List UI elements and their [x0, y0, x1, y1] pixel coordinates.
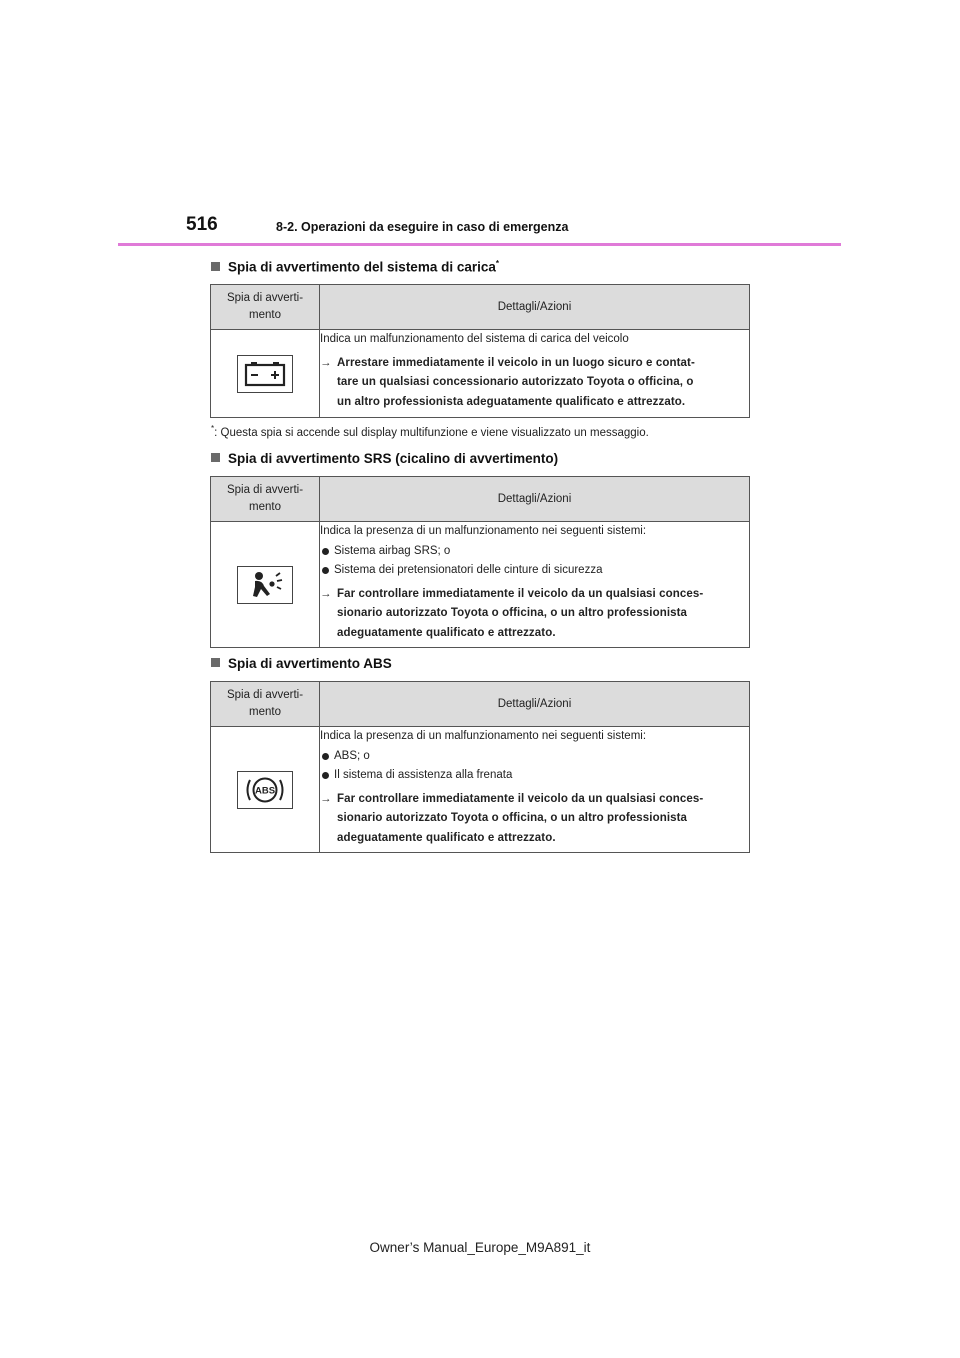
- header-details: Dettagli/Azioni: [320, 682, 750, 727]
- arrow-icon: →: [320, 792, 332, 805]
- battery-icon: [237, 355, 293, 393]
- table-row: [211, 727, 750, 853]
- arrow-icon: →: [320, 587, 332, 600]
- list-item: Il sistema di assistenza alla frenata: [320, 766, 749, 786]
- header-lamp: Spia di avverti- mento: [211, 285, 320, 330]
- arrow-icon: →: [320, 356, 332, 369]
- subhead-text: Spia di avvertimento ABS: [228, 656, 392, 671]
- subhead-charging: [211, 259, 499, 275]
- header-lamp: Spia di avverti- mento: [211, 682, 320, 727]
- action-text: [320, 790, 749, 849]
- table-header-row: [211, 477, 750, 522]
- warning-table-abs: [210, 681, 750, 853]
- action-label: Far controllare immediatamente il veicolo da un qualsiasi conces- sionario autorizzato Toyota o officina, o un altro professionista adeguatamente qualificato e attrezzato.: [337, 792, 704, 844]
- page-number: 516: [186, 214, 218, 235]
- list-item: ABS; o: [320, 747, 749, 767]
- header-rule: [118, 243, 841, 246]
- square-bullet-icon: [211, 453, 220, 462]
- list-item: Sistema dei pretensionatori delle cinture di sicurezza: [320, 561, 749, 581]
- footer-manual-id: Owner’s Manual_Europe_M9A891_it: [369, 1240, 591, 1255]
- description: Indica la presenza di un malfunzionamento nei seguenti sistemi:: [320, 525, 647, 537]
- header-details: Dettagli/Azioni: [320, 477, 750, 522]
- action-text: [320, 585, 749, 644]
- table-header-row: [211, 682, 750, 727]
- header-details: Dettagli/Azioni: [320, 285, 750, 330]
- subhead-text: Spia di avvertimento del sistema di carica: [228, 259, 496, 275]
- table-row: [211, 522, 750, 648]
- action-text: [320, 354, 749, 413]
- footnote-marker: *: [211, 424, 215, 433]
- srs-airbag-icon: [237, 566, 293, 604]
- action-label: Far controllare immediatamente il veicolo da un qualsiasi conces- sionario autorizzato Toyota o officina, o un altro professionista adeguatamente qualificato e attrezzato.: [337, 587, 704, 639]
- subhead-abs: [211, 656, 392, 671]
- subhead-text: Spia di avvertimento SRS (cicalino di avvertimento): [228, 451, 559, 466]
- subhead-srs: [211, 451, 558, 466]
- warning-table-charging: [210, 284, 750, 418]
- footnote: [211, 424, 649, 439]
- footnote-text: : Questa spia si accende sul display multifunzione e viene visualizzato un messaggio.: [214, 426, 649, 439]
- square-bullet-icon: [211, 658, 220, 667]
- list-item: Sistema airbag SRS; o: [320, 542, 749, 562]
- svg-text:ABS: ABS: [254, 785, 276, 796]
- table-header-row: [211, 285, 750, 330]
- action-label: Arrestare immediatamente il veicolo in un luogo sicuro e contat- tare un qualsiasi concessionario autorizzato Toyota o officina, o un altro professionista adeguatamente qualificato e attrezzato.: [337, 356, 695, 408]
- description: Indica la presenza di un malfunzionamento nei seguenti sistemi:: [320, 730, 647, 742]
- abs-icon: [237, 771, 293, 809]
- header-lamp: Spia di avverti- mento: [211, 477, 320, 522]
- description: Indica un malfunzionamento del sistema di carica del veicolo: [320, 333, 629, 345]
- square-bullet-icon: [211, 262, 220, 271]
- section-title: 8-2. Operazioni da eseguire in caso di emergenza: [276, 220, 569, 234]
- table-row: [211, 330, 750, 418]
- footnote-marker: *: [495, 259, 499, 268]
- warning-table-srs: [210, 476, 750, 648]
